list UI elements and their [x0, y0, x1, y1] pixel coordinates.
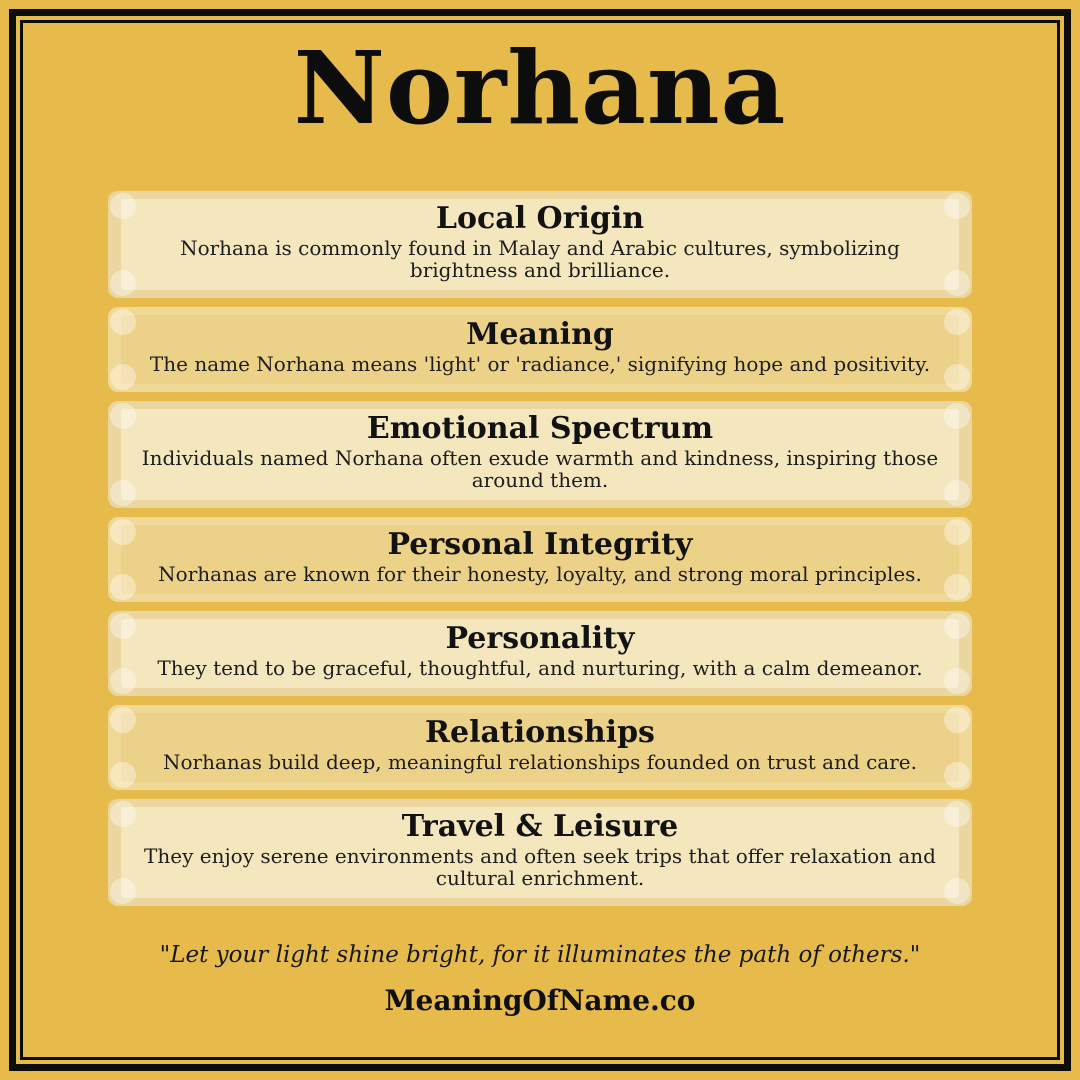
- inner-border-frame: [20, 20, 1060, 1060]
- corner-rivet-icon: [110, 668, 136, 694]
- section-heading: Personal Integrity: [387, 527, 693, 562]
- section-text: The name Norhana means 'light' or 'radiance,' signifying hope and positivity.: [149, 352, 931, 376]
- section-heading: Relationships: [425, 715, 655, 750]
- corner-rivet-icon: [110, 801, 136, 827]
- section-heading: Emotional Spectrum: [366, 411, 714, 446]
- section-heading: Meaning: [466, 317, 614, 352]
- card-travel-leisure: [108, 799, 972, 906]
- section-text: Norhanas build deep, meaningful relationships founded on trust and care.: [163, 750, 917, 774]
- card-personal-integrity: [108, 517, 972, 602]
- section-text: Individuals named Norhana often exude warmth and kindness, inspiring those around them.: [141, 446, 939, 492]
- corner-rivet-icon: [944, 878, 970, 904]
- corner-rivet-icon: [944, 762, 970, 788]
- corner-rivet-icon: [944, 613, 970, 639]
- card-inner-panel: [121, 315, 959, 384]
- corner-rivet-icon: [110, 574, 136, 600]
- section-text: Norhanas are known for their honesty, loyalty, and strong moral principles.: [158, 562, 922, 586]
- section-text: Norhana is commonly found in Malay and Arabic cultures, symbolizing brightness and brilliance.: [180, 236, 900, 282]
- corner-rivet-icon: [110, 762, 136, 788]
- section-heading: Local Origin: [435, 201, 645, 236]
- corner-rivet-icon: [110, 364, 136, 390]
- section-text: They tend to be graceful, thoughtful, and nurturing, with a calm demeanor.: [157, 656, 923, 680]
- card-inner-panel: [121, 199, 959, 290]
- corner-rivet-icon: [944, 309, 970, 335]
- card-inner-panel: [121, 807, 959, 898]
- corner-rivet-icon: [944, 270, 970, 296]
- card-emotional-spectrum: [108, 401, 972, 508]
- sections-list: [108, 191, 972, 906]
- corner-rivet-icon: [944, 519, 970, 545]
- corner-rivet-icon: [110, 403, 136, 429]
- corner-rivet-icon: [944, 193, 970, 219]
- corner-rivet-icon: [110, 519, 136, 545]
- corner-rivet-icon: [110, 270, 136, 296]
- corner-rivet-icon: [110, 707, 136, 733]
- corner-rivet-icon: [110, 878, 136, 904]
- outer-border-frame: [9, 9, 1071, 1071]
- card-meaning: [108, 307, 972, 392]
- corner-rivet-icon: [110, 480, 136, 506]
- site-name: MeaningOfName.co: [384, 984, 696, 1017]
- card-inner-panel: [121, 525, 959, 594]
- card-inner-panel: [121, 713, 959, 782]
- corner-rivet-icon: [944, 364, 970, 390]
- page-title: Norhana: [293, 29, 787, 147]
- content-area: [23, 23, 1057, 1057]
- corner-rivet-icon: [944, 707, 970, 733]
- corner-rivet-icon: [944, 801, 970, 827]
- corner-rivet-icon: [944, 574, 970, 600]
- card-local-origin: [108, 191, 972, 298]
- section-heading: Travel & Leisure: [401, 809, 679, 844]
- section-text: They enjoy serene environments and often seek trips that offer relaxation and cultural enrichment.: [144, 844, 936, 890]
- card-inner-panel: [121, 619, 959, 688]
- corner-rivet-icon: [944, 403, 970, 429]
- card-relationships: [108, 705, 972, 790]
- corner-rivet-icon: [110, 193, 136, 219]
- corner-rivet-icon: [944, 668, 970, 694]
- corner-rivet-icon: [110, 613, 136, 639]
- card-personality: [108, 611, 972, 696]
- quote-text: "Let your light shine bright, for it illuminates the path of others.": [159, 942, 921, 968]
- section-heading: Personality: [445, 621, 635, 656]
- card-inner-panel: [121, 409, 959, 500]
- corner-rivet-icon: [944, 480, 970, 506]
- corner-rivet-icon: [110, 309, 136, 335]
